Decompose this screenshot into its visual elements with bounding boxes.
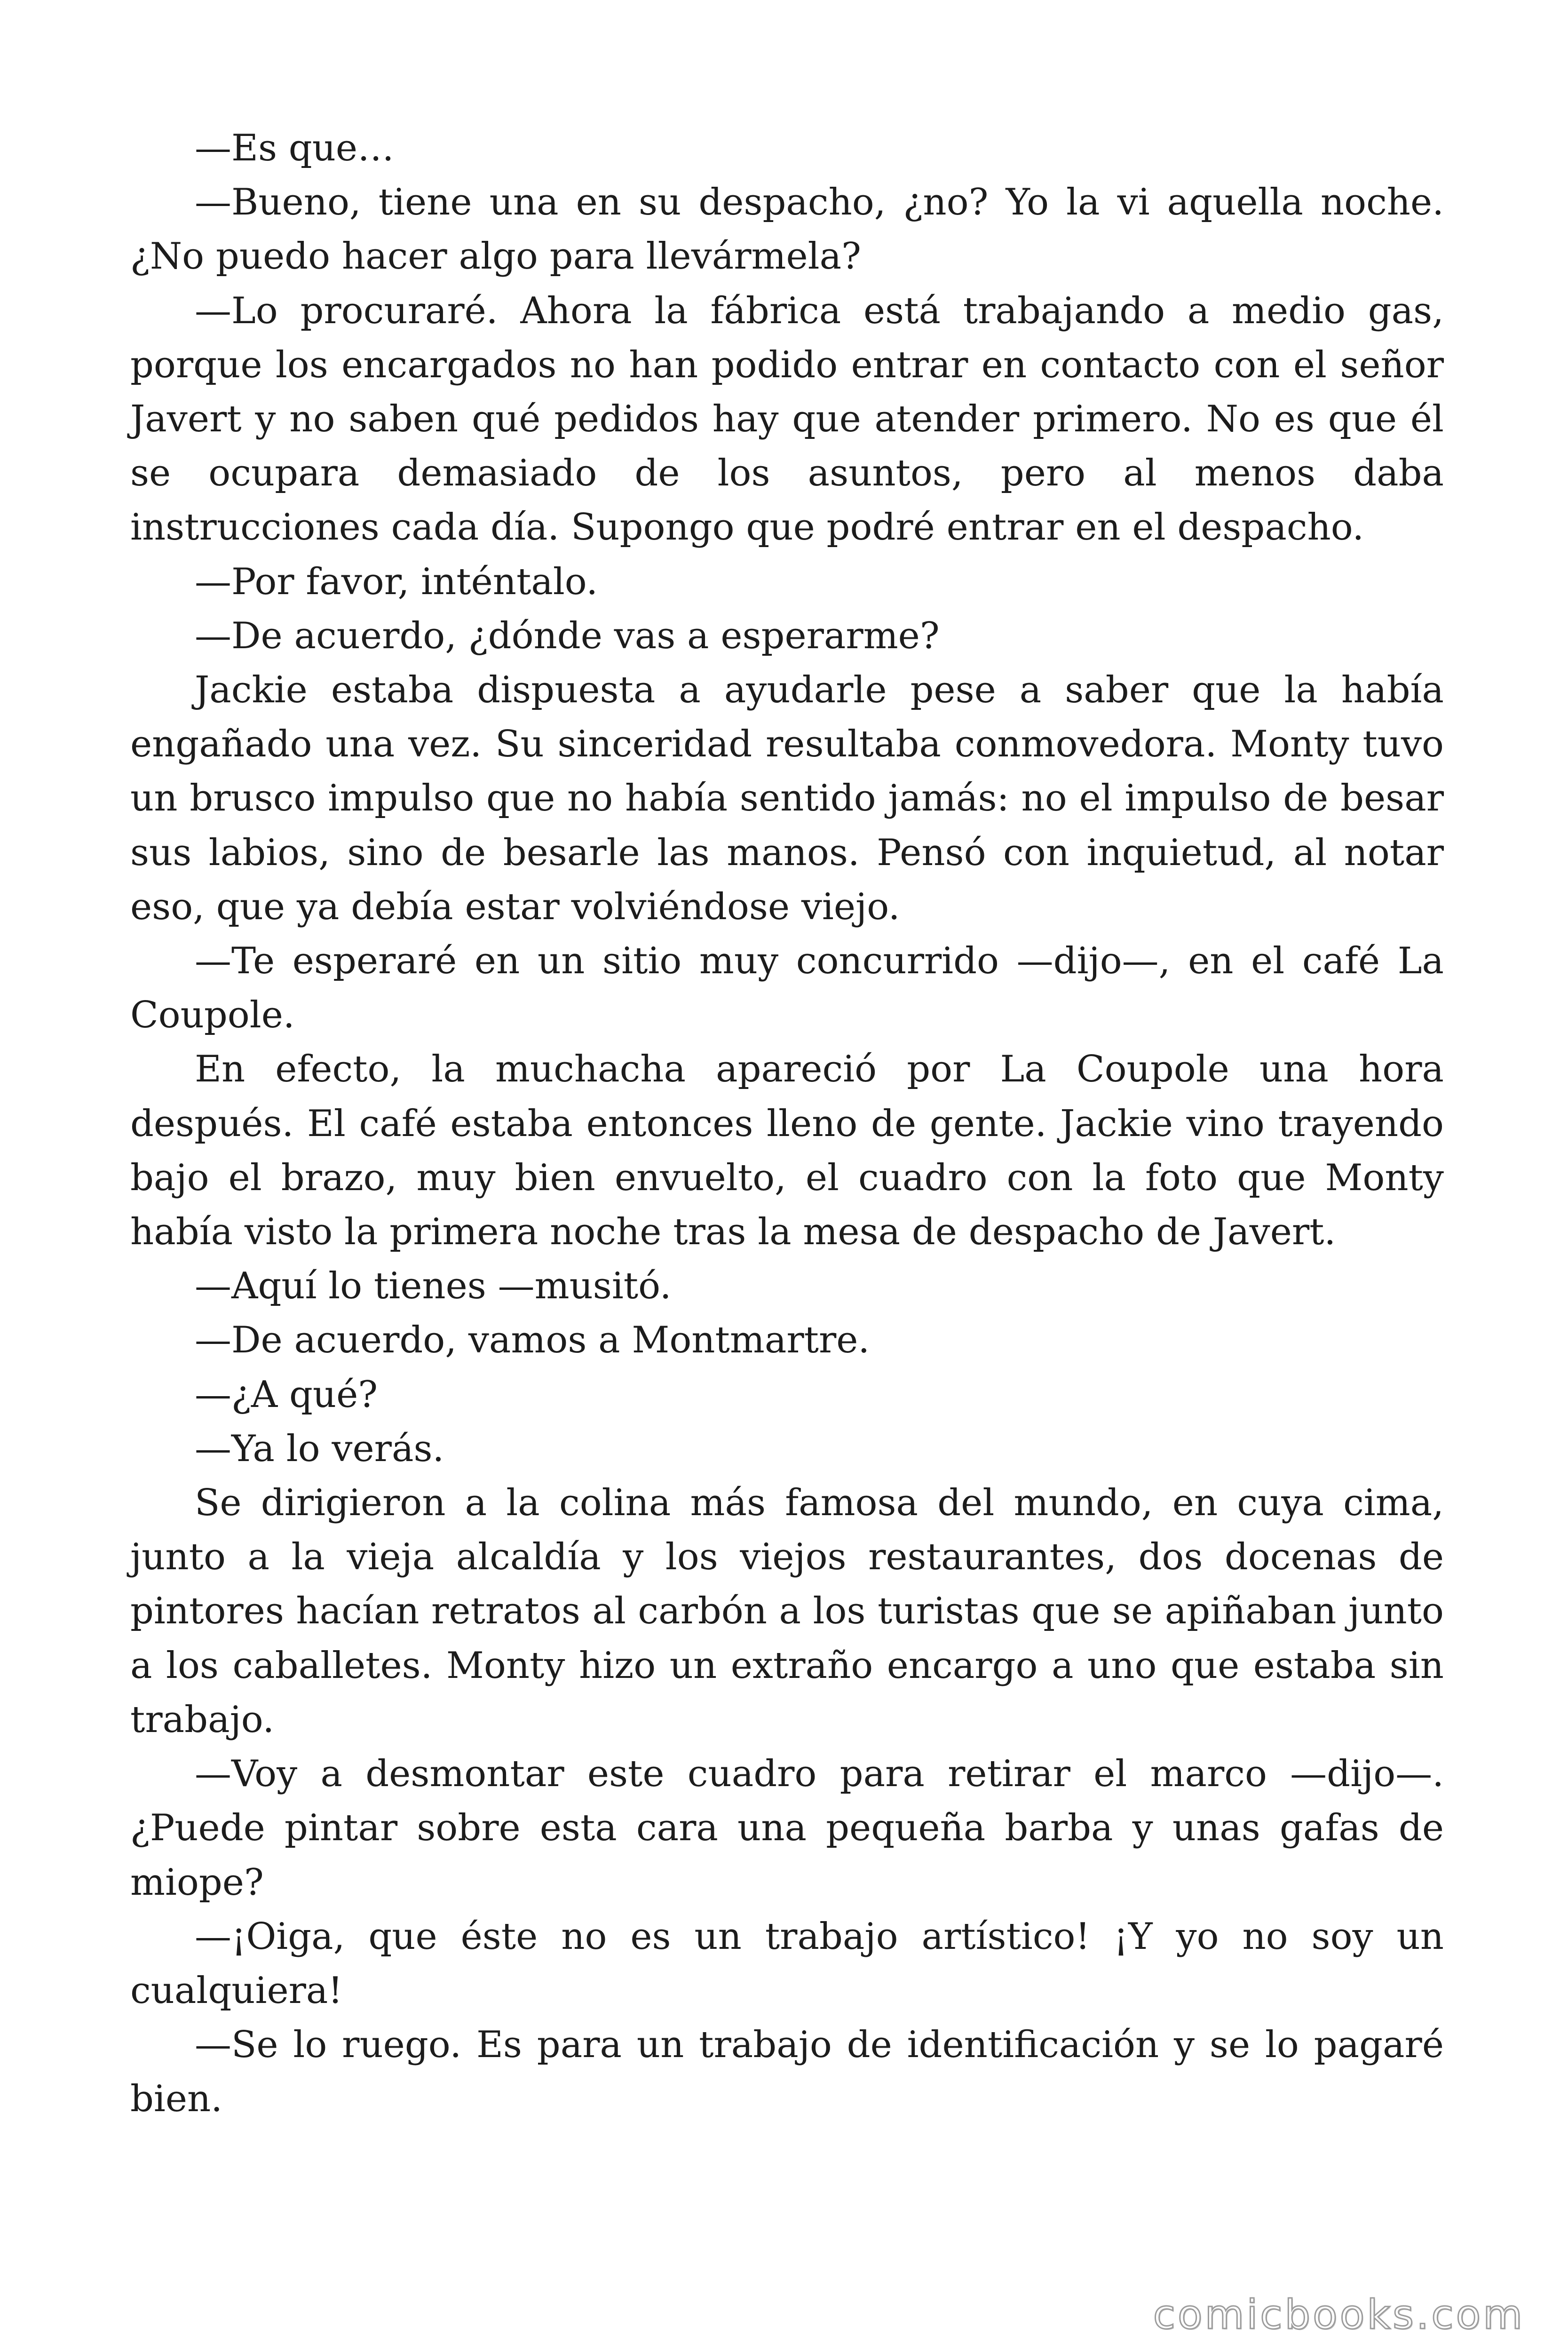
paragraph: —¡Oiga, que éste no es un trabajo artístico! ¡Y yo no soy un cualquiera! [130,1915,1444,2012]
paragraph: —Lo procuraré. Ahora la fábrica está trabajando a medio gas, porque los encargados no han podido entrar en contacto con el señor Javert y no saben qué pedidos hay que atender primero. No es que él se ocupara demasiado de los asuntos, pero al menos daba instrucciones cada día. Supongo que podré entrar en el despacho. [130,289,1444,549]
page-body-text [130,121,1444,2127]
paragraph: —De acuerdo, ¿dónde vas a esperarme? [195,614,940,657]
paragraph: En efecto, la muchacha apareció por La Coupole una hora después. El café estaba entonces lleno de gente. Jackie vino trayendo bajo el brazo, muy bien envuelto, el cuadro con la foto que Monty había visto la primera noche tras la mesa de despacho de Javert. [130,1048,1444,1254]
paragraph: Jackie estaba dispuesta a ayudarle pese a saber que la había engañado una vez. Su sinceridad resultaba conmovedora. Monty tuvo un brusco impulso que no había sentido jamás: no el impulso de besar sus labios, sino de besarle las manos. Pensó con inquietud, al notar eso, que ya debía estar volviéndose viejo. [130,669,1444,928]
paragraph: —Por favor, inténtalo. [195,560,598,603]
paragraph: —Voy a desmontar este cuadro para retirar el marco —dijo—. ¿Puede pintar sobre esta cara una pequeña barba y unas gafas de miope? [130,1753,1444,1904]
paragraph: Se dirigieron a la colina más famosa del mundo, en cuya cima, junto a la vieja alcaldía y los viejos restaurantes, dos docenas de pintores hacían retratos al carbón a los turistas que se apiñaban junto a los caballetes. Monty hizo un extraño encargo a uno que estaba sin trabajo. [130,1482,1444,1741]
paragraph: —Bueno, tiene una en su despacho, ¿no? Yo la vi aquella noche. ¿No puedo hacer algo para llevármela? [130,181,1444,278]
paragraph: —Te esperaré en un sitio muy concurrido —dijo—, en el café La Coupole. [130,940,1444,1037]
watermark: comicbooks.com [1153,2291,1525,2338]
paragraph: —Es que… [195,127,395,169]
paragraph: —Se lo ruego. Es para un trabajo de identificación y se lo pagaré bien. [130,2024,1444,2121]
paragraph: —De acuerdo, vamos a Montmartre. [195,1319,870,1362]
paragraph: —Aquí lo tienes —musitó. [195,1265,672,1308]
paragraph: —Ya lo verás. [195,1427,444,1470]
paragraph: —¿A qué? [195,1373,378,1416]
